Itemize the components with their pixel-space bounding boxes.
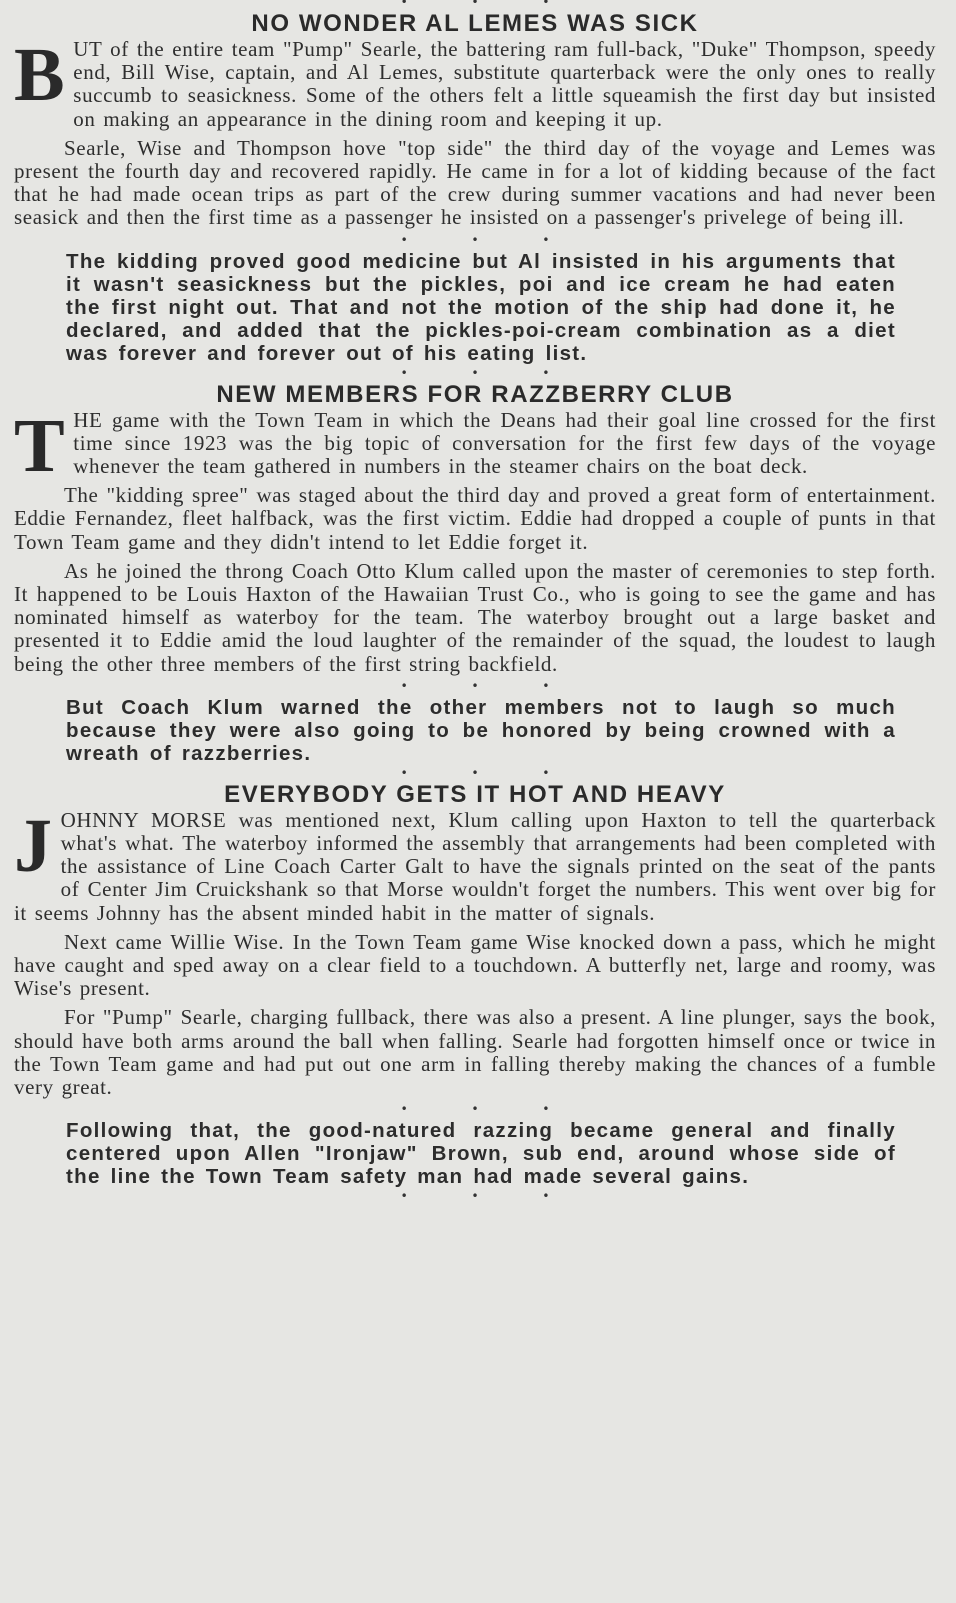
lead-paragraph bbox=[14, 403, 936, 488]
section-heading: NEW MEMBERS FOR RAZZBERRY CLUB bbox=[216, 380, 734, 408]
bold-paragraph: The kidding proved good medicine but Al insisted in his arguments that it wasn't seasickness but the pickles, poi and ice cream he had eaten the first night out. That and not the motion of the ship had done it, he declared, and added that the pickles-poi-cream combination as a diet was forever and forever out of his eating list. bbox=[66, 249, 896, 365]
separator-dots: • • • bbox=[400, 1189, 580, 1204]
lead-paragraph bbox=[14, 33, 936, 131]
section-seasick bbox=[14, 10, 936, 379]
bold-paragraph: But Coach Klum warned the other members not to laugh so much because they were also going to be honored by being crowned with a wreath of razzberries. bbox=[66, 695, 896, 765]
drop-cap: B bbox=[14, 33, 66, 117]
lead-text: UT of the entire team "Pump" Searle, the battering ram full-back, "Duke" Thompson, speedy end, Bill Wise, captain, and Al Lemes, substitute quarterback were the only ones to really succumb to seasickness. Some of the others felt a little squeamish the first day but insisted on making an appearance in the dining room and keeping it up. bbox=[73, 37, 936, 131]
body-paragraph: Searle, Wise and Thompson hove "top side" the third day of the voyage and Lemes was present the fourth day and recovered rapidly. He came in for a lot of kidding because of the fact that he had made ocean trips as part of the crew during summer vacations and had never been seasick and then the first time as a passenger he insisted on a passenger's privelege of being ill. bbox=[14, 135, 936, 230]
separator-dots: • • • bbox=[400, 365, 580, 380]
drop-cap: T bbox=[14, 403, 66, 488]
section-heading: NO WONDER AL LEMES WAS SICK bbox=[251, 10, 699, 37]
body-paragraph: Next came Willie Wise. In the Town Team game Wise knocked down a pass, which he might have caught and sped away on a clear field to a touchdown. A butterfly net, large and roomy, was Wise's present. bbox=[14, 929, 936, 1001]
section-razzberry bbox=[14, 381, 936, 779]
separator-dots: • • • bbox=[400, 1102, 580, 1117]
body-paragraph: As he joined the throng Coach Otto Klum called upon the master of ceremonies to step forth. It happened to be Louis Haxton of the Hawaiian Trust Co., who is going to see the game and has nominated himself as waterboy for the team. The waterboy brought out a large basket and presented it to Eddie amid the loud laughter of the remainder of the squad, the loudest to laugh being the other three members of the first string backfield. bbox=[14, 558, 936, 676]
section-heading: EVERYBODY GETS IT HOT AND HEAVY bbox=[224, 780, 726, 808]
lead-text: HE game with the Town Team in which the Deans had their goal line crossed for the first time since 1923 was the big topic of conversation for the first few days of the voyage whenever the team gathered in numbers in the steamer chairs on the boat deck. bbox=[73, 407, 936, 479]
lead-text: OHNNY MORSE was mentioned next, Klum calling upon Haxton to tell the quarterback what's what. The waterboy informed the assembly that arrangements had been completed with the assistance of Line Coach Carter Galt to have the signals printed on the seat of the pants of Center Jim Cruickshank so that Morse wouldn't forget the numbers. This went over big for it seems Johnny has the absent minded habit in the matter of signals. bbox=[14, 807, 936, 925]
separator-dots: • • • bbox=[400, 678, 580, 693]
separator-dots: • • • bbox=[400, 0, 580, 9]
bold-paragraph: Following that, the good-natured razzing became general and finally centered upon Allen "Ironjaw" Brown, sub end, around whose side of the line the Town Team safety man had made several gains. bbox=[66, 1119, 896, 1189]
body-paragraph: For "Pump" Searle, charging fullback, there was also a present. A line plunger, says the book, should have both arms around the ball when falling. Searle had forgotten himself once or twice in the Town Team game and had put out one arm in falling thereby making the chances of a fumble very great. bbox=[14, 1005, 936, 1100]
body-paragraph: The "kidding spree" was staged about the third day and proved a great form of entertainment. Eddie Fernandez, fleet halfback, was the first victim. Eddie had dropped a couple of punts in that Town Team game and they didn't intend to let Eddie forget it. bbox=[14, 483, 936, 554]
lead-paragraph bbox=[14, 803, 936, 925]
separator-dots: • • • bbox=[400, 232, 580, 247]
drop-cap: J bbox=[14, 803, 53, 888]
separator-dots: • • • bbox=[400, 765, 580, 780]
section-hot-and-heavy bbox=[14, 781, 936, 1202]
